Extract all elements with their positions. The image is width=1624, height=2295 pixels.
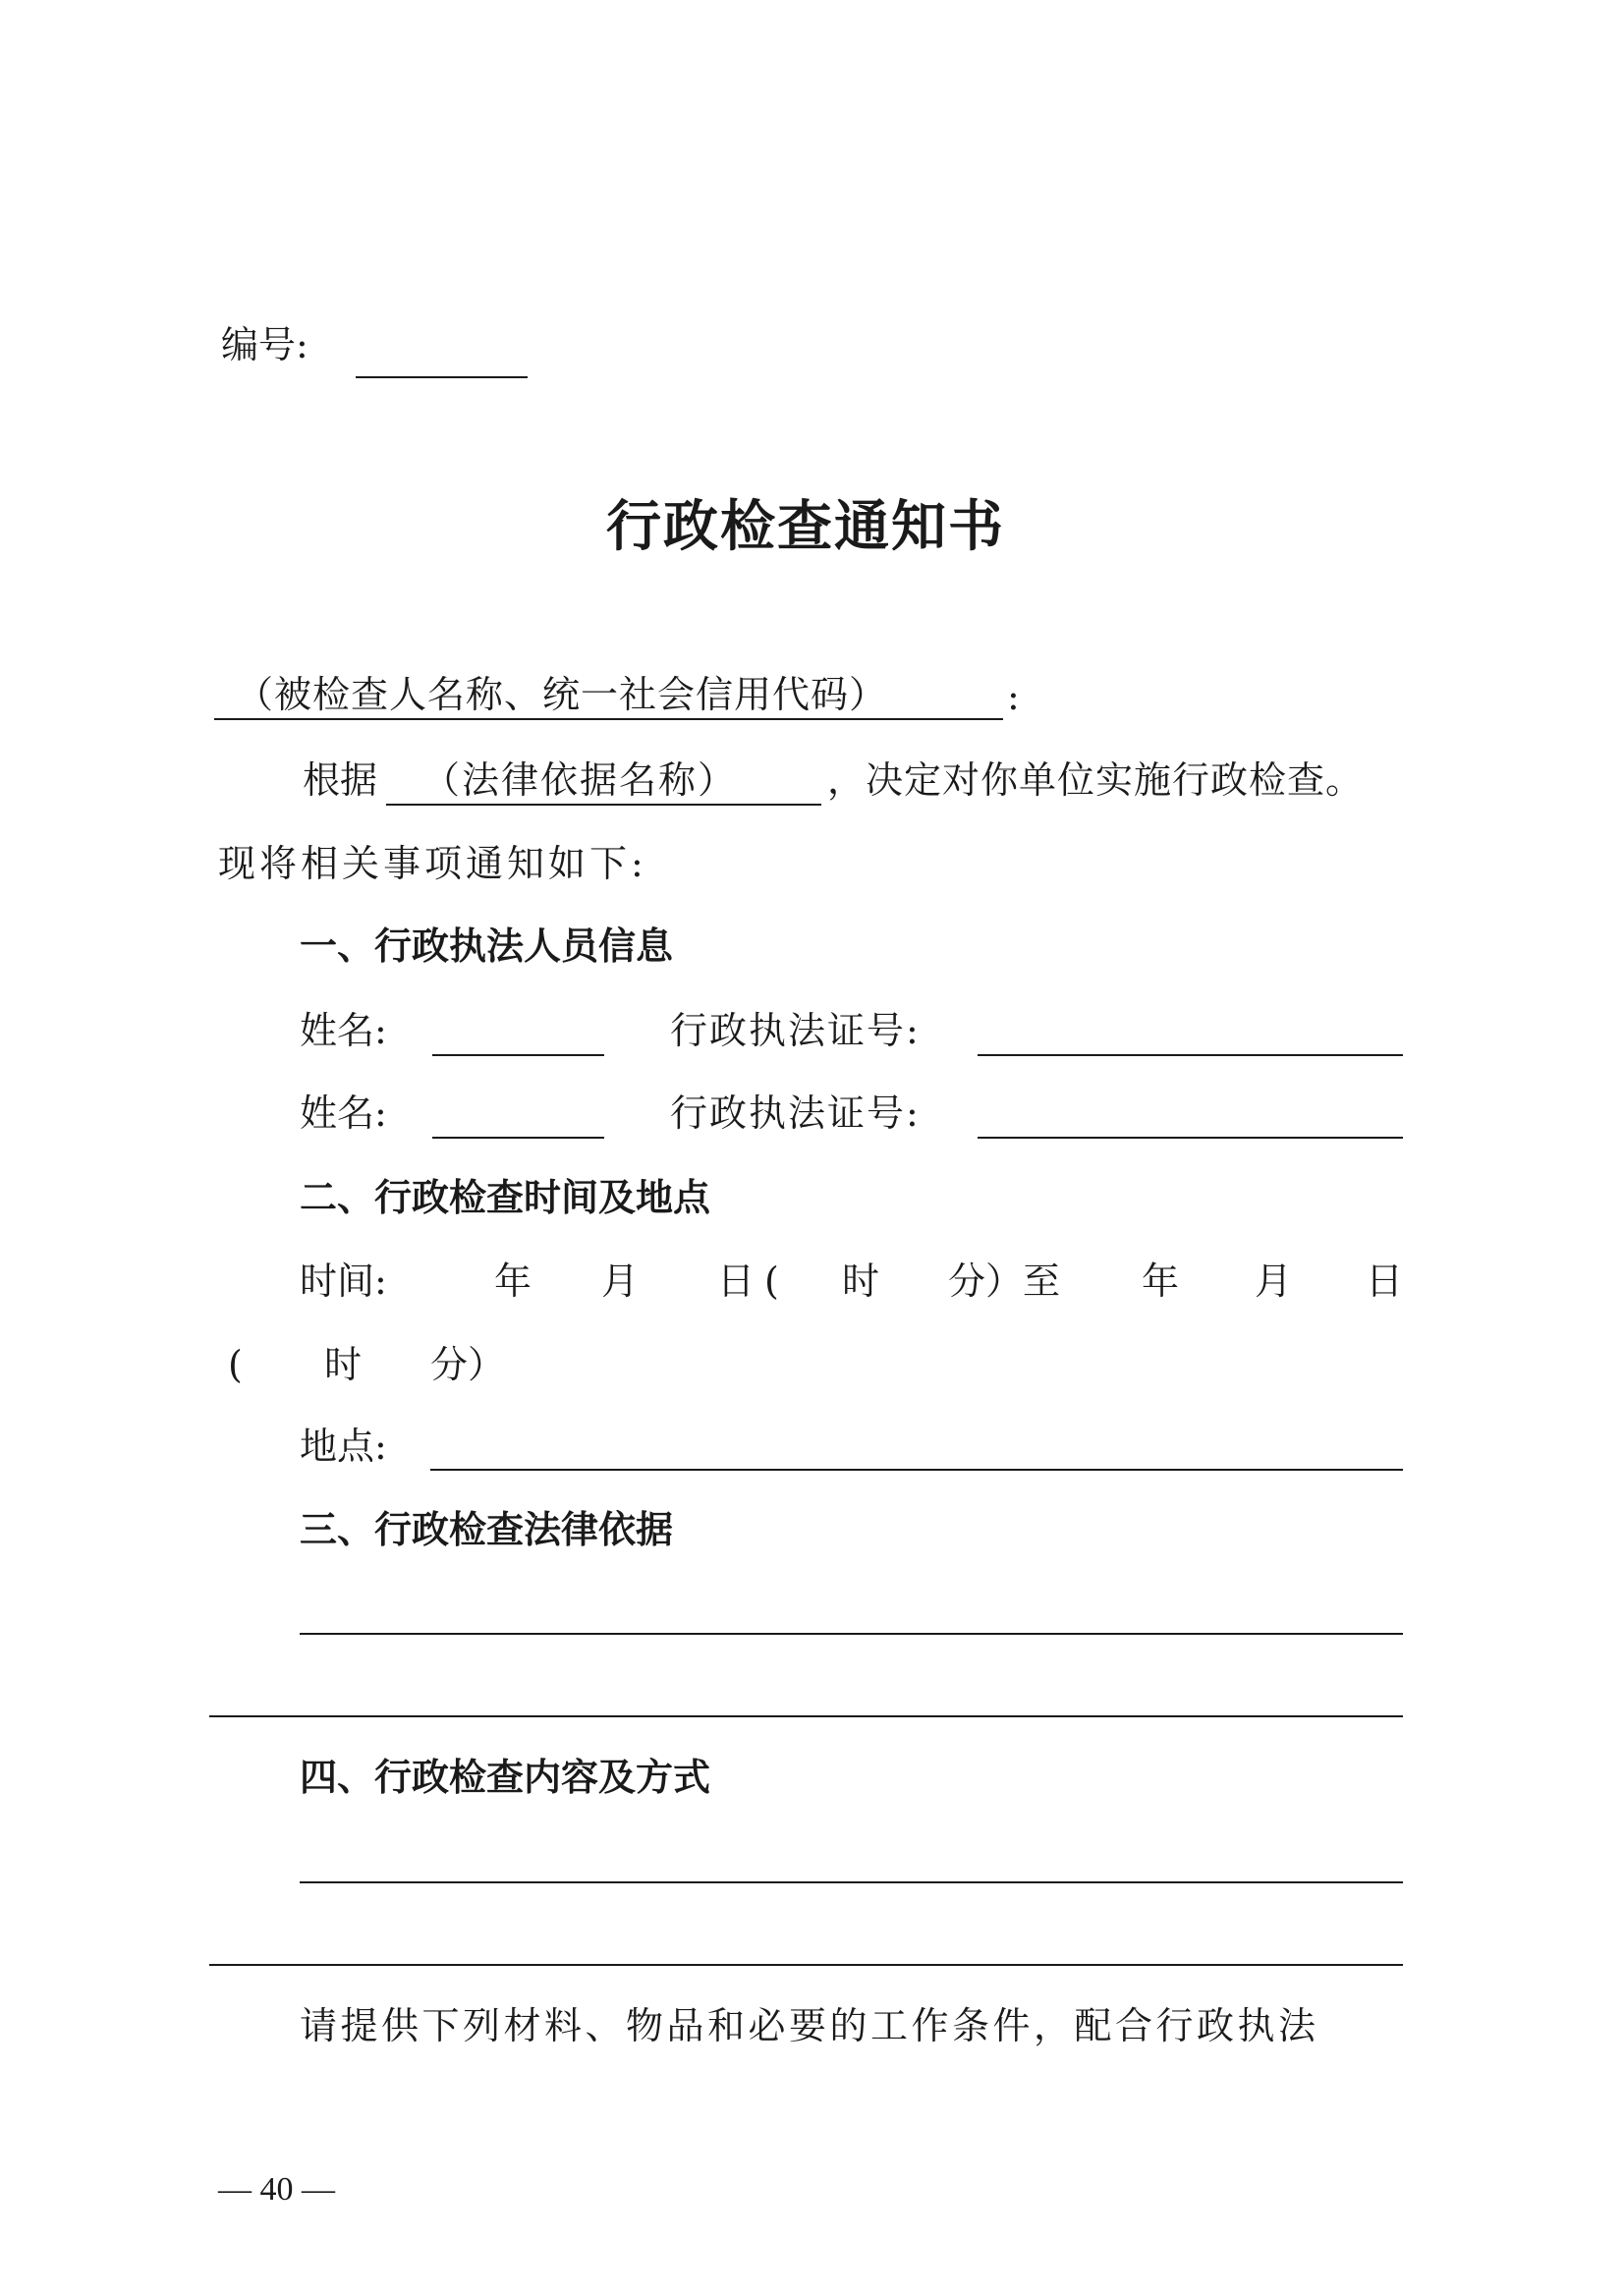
section-4-heading: 四、行政检查内容及方式 [300, 1756, 711, 1799]
notice-line: 现将相关事项通知如下: [218, 842, 647, 885]
section-3-heading: 三、行政检查法律依据 [300, 1508, 674, 1551]
basis-line[interactable] [386, 804, 821, 806]
addressee-placeholder: （被检查人名称、统一社会信用代码） [236, 673, 888, 716]
basis-suffix: ，决定对你单位实施行政检查。 [827, 758, 1365, 802]
name-field-1[interactable] [432, 1054, 604, 1056]
closing-line: 请提供下列材料、物品和必要的工作条件，配合行政执法 [300, 2004, 1319, 2047]
place-field[interactable] [430, 1469, 1403, 1471]
time-start-month: 月 [601, 1259, 640, 1303]
section-1-heading: 一、行政执法人员信息 [300, 924, 674, 968]
legal-basis-line-2[interactable] [209, 1715, 1403, 1717]
time-end-day: 日 [1366, 1259, 1404, 1303]
time-start-hour: 时 [842, 1259, 880, 1303]
basis-prefix: 根据 [303, 758, 378, 802]
content-method-line-2[interactable] [209, 1964, 1403, 1966]
time-end-month: 月 [1255, 1259, 1293, 1303]
name-field-2[interactable] [432, 1137, 604, 1139]
number-label: 编号: [221, 323, 308, 366]
time-start-open-paren: ( [764, 1259, 779, 1303]
addressee-colon: : [1007, 675, 1020, 718]
content-method-line-1[interactable] [300, 1881, 1403, 1883]
page-title: 行政检查通知书 [606, 494, 1005, 559]
time-start-year: 年 [494, 1259, 532, 1303]
addressee-line[interactable] [214, 718, 1003, 720]
cert-field-2[interactable] [978, 1137, 1403, 1139]
cert-label-1: 行政执法证号: [670, 1009, 921, 1052]
page-number: — 40 — [218, 2171, 335, 2208]
time-end-hour: 时 [324, 1343, 363, 1386]
name-label-1: 姓名: [300, 1009, 387, 1052]
basis-placeholder: （法律依据名称） [422, 758, 738, 802]
time-end-minute: 分） [430, 1343, 506, 1386]
cert-label-2: 行政执法证号: [670, 1092, 921, 1135]
place-label: 地点: [300, 1425, 387, 1468]
time-label: 时间: [300, 1259, 387, 1303]
number-field[interactable] [356, 376, 528, 378]
time-end-year: 年 [1142, 1259, 1180, 1303]
legal-basis-line-1[interactable] [300, 1633, 1403, 1635]
time-end-open-paren: ( [228, 1343, 243, 1386]
name-label-2: 姓名: [300, 1092, 387, 1135]
section-2-heading: 二、行政检查时间及地点 [300, 1176, 711, 1219]
time-start-day: 日 [717, 1259, 756, 1303]
time-start-minute-to: 分）至 [948, 1259, 1061, 1303]
cert-field-1[interactable] [978, 1054, 1403, 1056]
